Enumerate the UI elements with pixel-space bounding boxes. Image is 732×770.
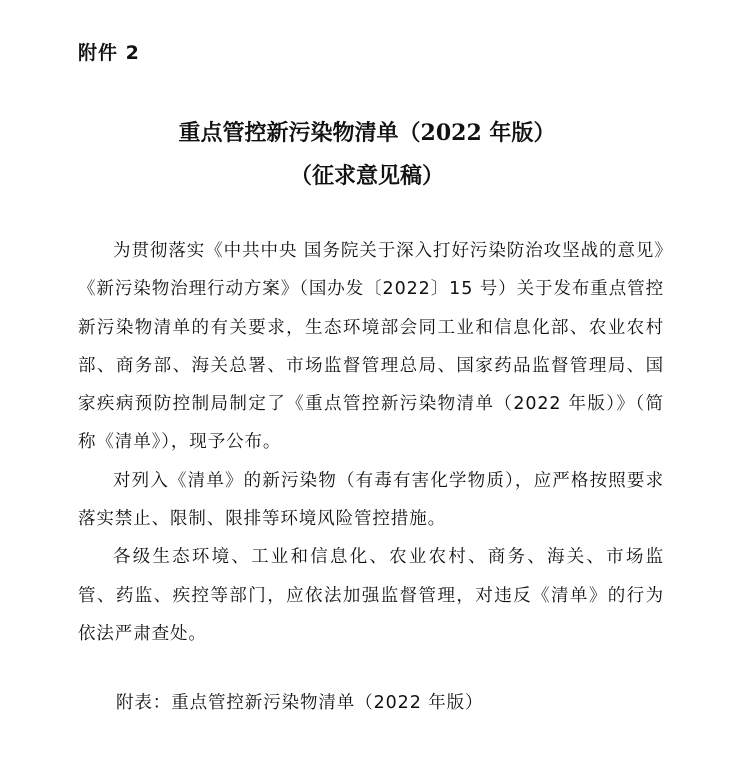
- document-title: [0, 112, 732, 198]
- body-paragraph-3: 各级生态环境、工业和信息化、农业农村、商务、海关、市场监管、药监、疾控等部门，应依法加强监督管理，对违反《清单》的行为依法严肃查处。: [78, 547, 664, 644]
- appendix-line: 附表：重点管控新污染物清单（2022 年版）: [116, 693, 484, 713]
- body-paragraph-2: 对列入《清单》的新污染物（有毒有害化学物质），应严格按照要求落实禁止、限制、限排等环境风险管控措施。: [78, 470, 664, 530]
- document-body: [78, 232, 664, 653]
- attachment-label: 附件 2: [78, 42, 140, 64]
- body-paragraph-1: 为贯彻落实《中共中央 国务院关于深入打好污染防治攻坚战的意见》《新污染物治理行动方案》（国办发〔2022〕15 号）关于发布重点管控新污染物清单的有关要求，生态环境部会同工业和信息化部、农业农村部、商务部、海关总署、市场监督管理总局、国家药品监督管理局、国家疾病预防控制局制定了《重点管控新污染物清单（2022 年版）》（简称《清单》），现予公布。: [78, 241, 664, 453]
- title-line-draft: （征求意见稿）: [289, 163, 444, 189]
- title-line-main: 重点管控新污染物清单（2022 年版）: [178, 120, 556, 146]
